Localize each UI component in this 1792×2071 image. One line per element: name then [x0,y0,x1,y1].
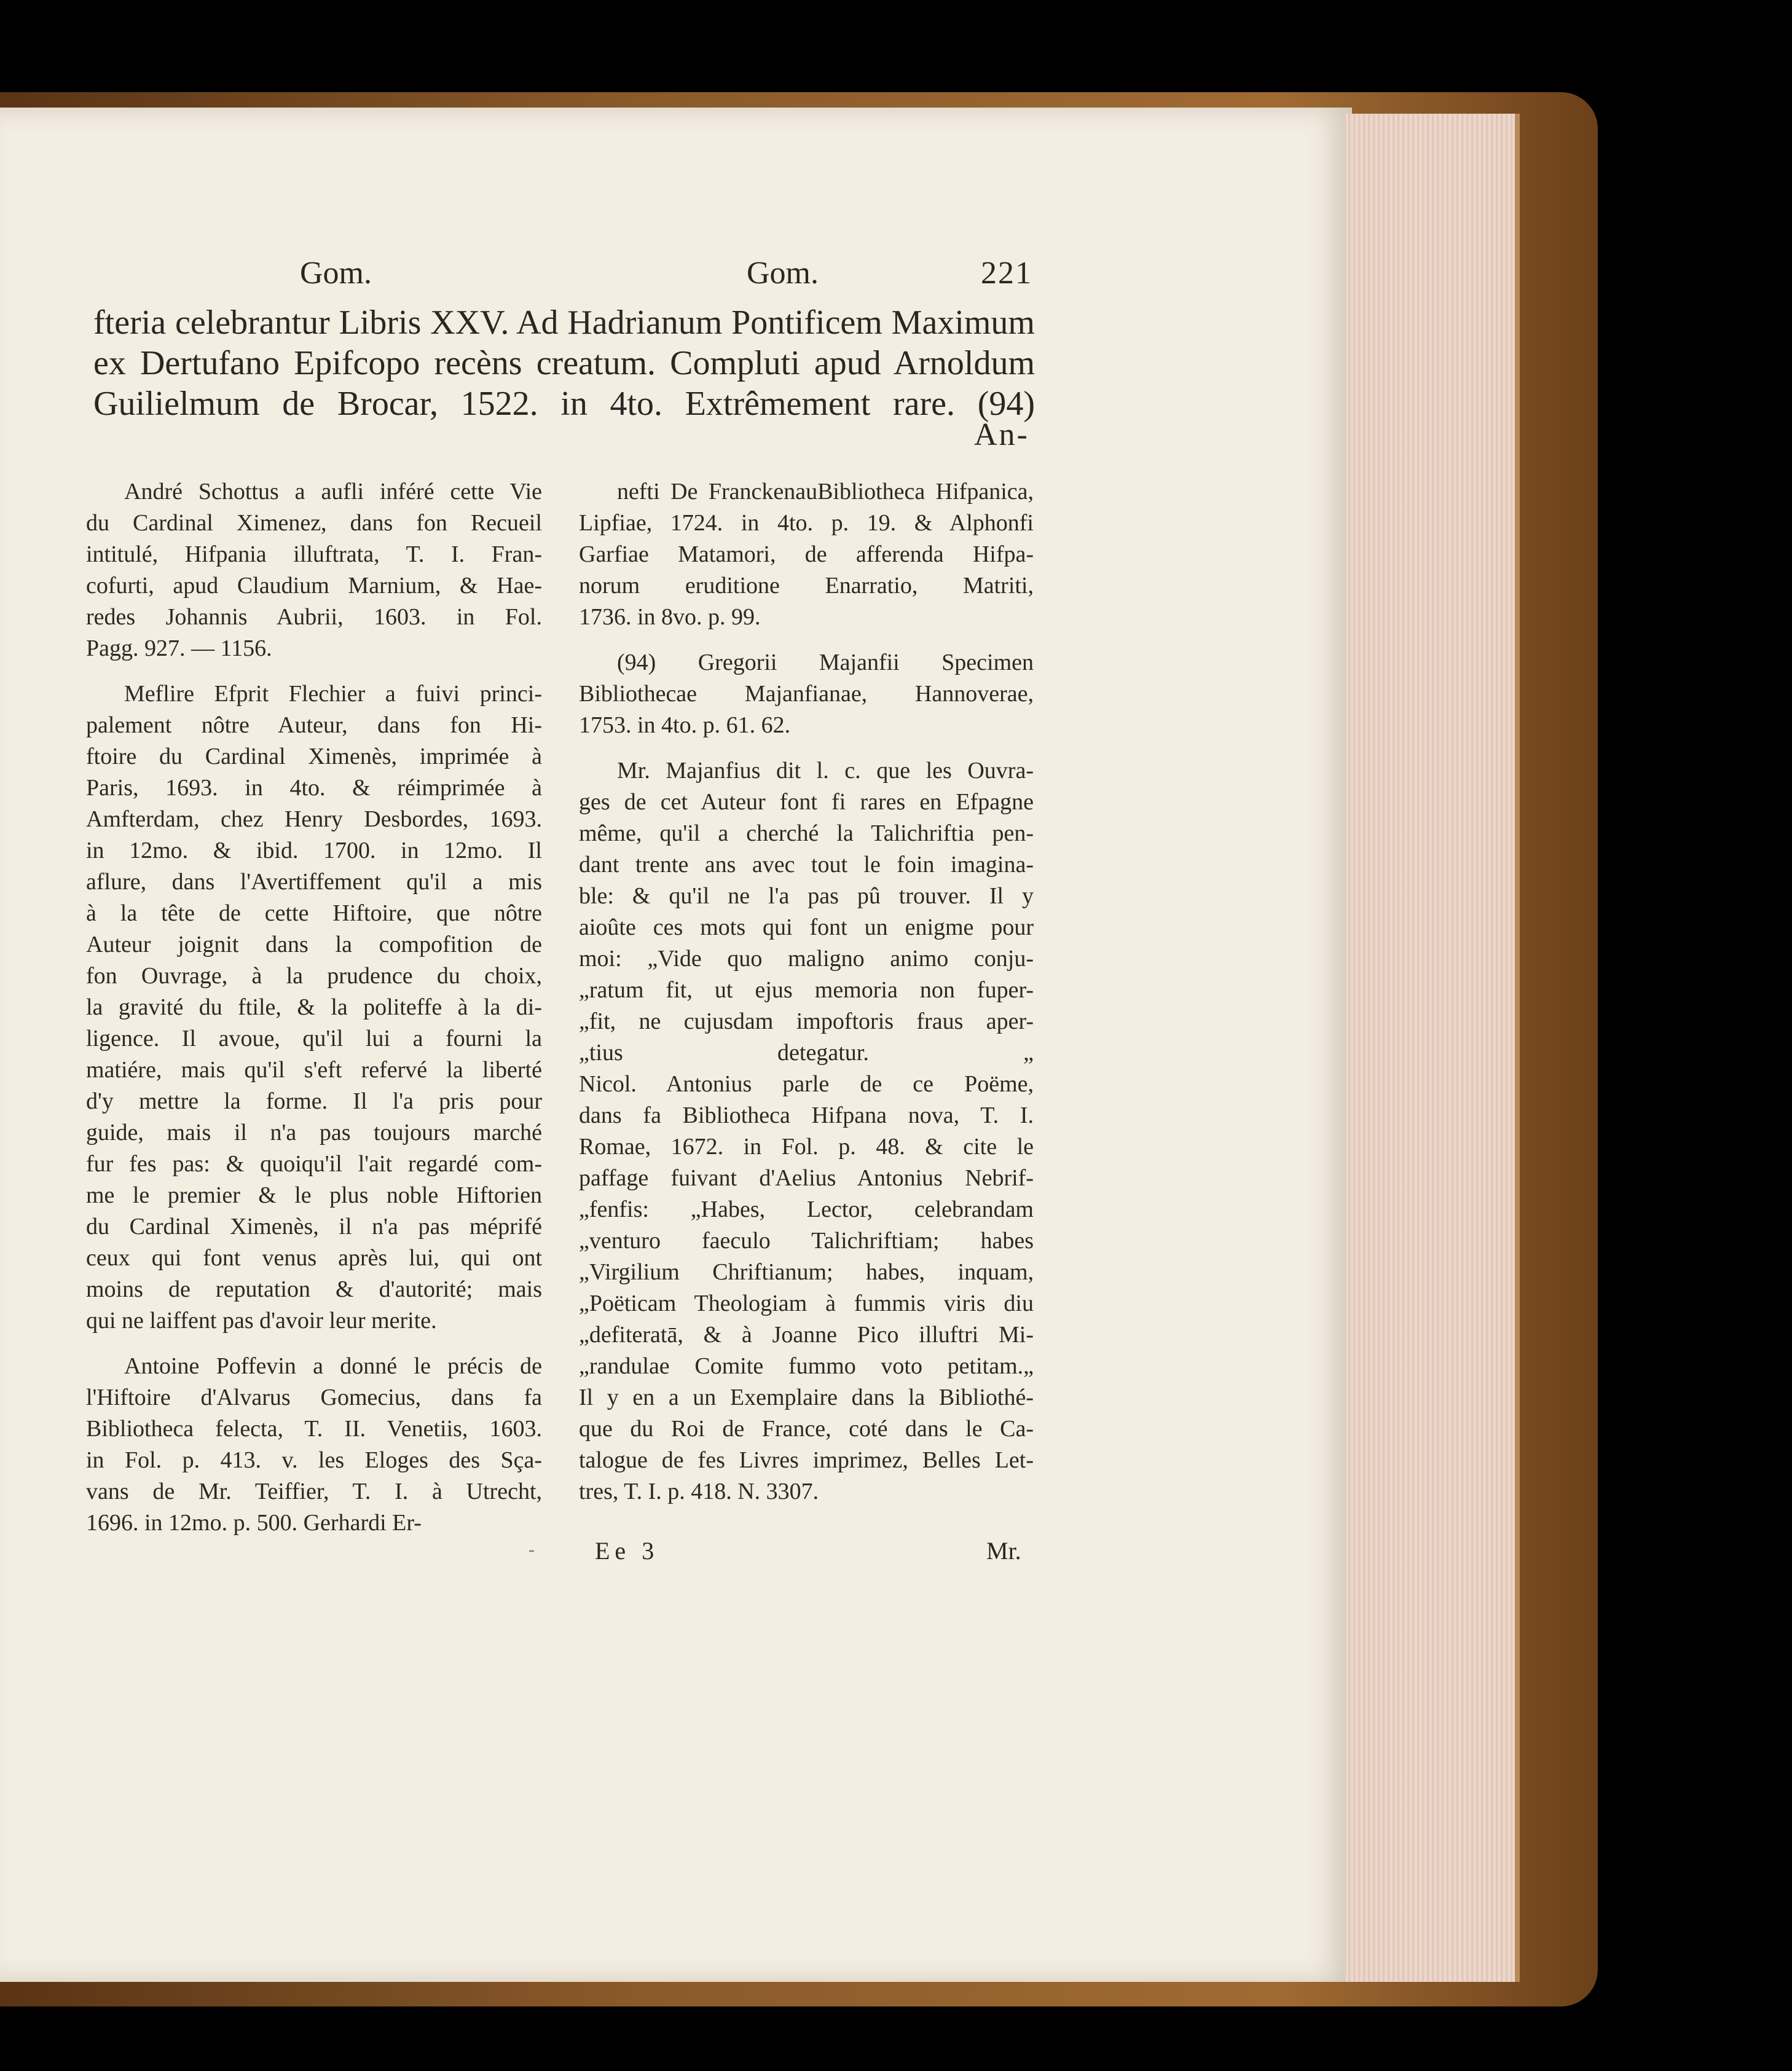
text-line: ceux qui font venus après lui, qui ont [86,1245,542,1271]
text-line: dant trente ans avec tout le foin imagina- [579,852,1034,878]
text-line: Paris, 1693. in 4to. & réimprimée à [86,775,542,801]
text-line: fon Ouvrage, à la prudence du choix, [86,963,542,989]
text-line: moi: „Vide quo maligno animo conju- [579,946,1034,972]
text-line: dans fa Bibliotheca Hifpana nova, T. I. [579,1102,1034,1128]
catchword: Mr. [986,1537,1021,1565]
text-line: fteria celebrantur Libris XXV. Ad Hadrianum Pontificem Maximum [93,304,1035,342]
text-line: norum eruditione Enarratio, Matriti, [579,573,1034,599]
left-column [86,476,542,1539]
text-line: tres, T. I. p. 418. N. 3307. [579,1479,819,1504]
text-line: la gravité du ftile, & la politeffe à la di- [86,994,542,1020]
paragraph [86,476,542,664]
text-line: 1696. in 12mo. p. 500. Gerhardi Er- [86,1510,422,1536]
text-line: l'Hiftoire d'Alvarus Gomecius, dans fa [86,1385,542,1410]
text-line: que du Roi de France, coté dans le Ca- [579,1416,1034,1442]
text-line: aflure, dans l'Avertiffement qu'il a mis [86,869,542,895]
text-line: ligence. Il avoue, qu'il lui a fourni la [86,1026,542,1051]
text-line: fur fes pas: & quoiqu'il l'ait regardé com- [86,1151,542,1177]
text-line: „defiteratā, & à Joanne Pico illuftri Mi- [579,1322,1034,1348]
text-line: ex Dertufano Epifcopo recèns creatum. Compluti apud Arnoldum [93,344,1035,382]
text-line: „Poëticam Theologiam à fummis viris diu [579,1291,1034,1316]
text-line: „tius detegatur. „ [579,1040,1034,1066]
text-line: intitulé, Hifpania illuftrata, T. I. Fran- [86,541,542,567]
text-line: Nicol. Antonius parle de ce Poëme, [579,1071,1034,1097]
margin-mark: - [529,1539,535,1560]
text-line: 1753. in 4to. p. 61. 62. [579,712,791,738]
text-line: même, qu'il a cherché la Talichriftia pen- [579,820,1034,846]
text-line: cofurti, apud Claudium Marnium, & Hae- [86,573,542,599]
text-line: „fenfis: „Habes, Lector, celebrandam [579,1197,1034,1222]
text-line: Pagg. 927. — 1156. [86,635,272,661]
text-line: „fit, ne cujusdam impoftoris fraus aper- [579,1008,1034,1034]
paragraph [86,678,542,1337]
text-line: Bibliotheca felecta, T. II. Venetiis, 1603. [86,1416,542,1442]
paragraph [579,647,1034,741]
text-line: Mr. Majanfius dit l. c. que les Ouvra- [617,758,1034,784]
text-line: qui ne laiffent pas d'avoir leur merite. [86,1308,437,1334]
paragraph [579,755,1034,1507]
text-line: (94) Gregorii Majanfii Specimen [617,650,1034,675]
text-line: paffage fuivant d'Aelius Antonius Nebrif- [579,1165,1034,1191]
text-line: „randulae Comite fummo voto petitam.„ [579,1353,1034,1379]
text-line: 1736. in 8vo. p. 99. [579,604,761,630]
right-column [579,476,1034,1507]
text-line: aioûte ces mots qui font un enigme pour [579,914,1034,940]
paragraph [86,1351,542,1539]
text-line: palement nôtre Auteur, dans fon Hi- [86,712,542,738]
text-line: ges de cet Auteur font fi rares en Efpagne [579,789,1034,815]
full-width-text [93,302,1035,424]
text-line: Garfiae Matamori, de afferenda Hifpa- [579,541,1034,567]
text-line: du Cardinal Ximenès, il n'a pas méprifé [86,1214,542,1240]
running-head-left: Gom. [300,256,372,291]
text-line: Auteur joignit dans la compofition de [86,932,542,957]
running-head-center: Gom. [747,256,819,291]
text-line: Guilielmum de Brocar, 1522. in 4to. Extrêmement rare. (94) [93,385,1035,423]
text-line: Meflire Efprit Flechier a fuivi princi- [124,681,542,707]
text-line: d'y mettre la forme. Il l'a pris pour [86,1088,542,1114]
text-line: Bibliothecae Majanfianae, Hannoverae, [579,681,1034,707]
text-line: me le premier & le plus noble Hiftorien [86,1182,542,1208]
page-number: 221 [981,256,1032,291]
text-line: matiére, mais qu'il s'eft refervé la liberté [86,1057,542,1083]
text-line: Amfterdam, chez Henry Desbordes, 1693. [86,806,542,832]
signature-mark: Ee 3 [595,1537,659,1565]
text-line: André Schottus a aufli inféré cette Vie [124,479,542,505]
text-line: Antoine Poffevin a donné le précis de [124,1353,542,1379]
text-line: „ratum fit, ut ejus memoria non fuper- [579,977,1034,1003]
text-line: guide, mais il n'a pas toujours marché [86,1120,542,1146]
text-line: à la tête de cette Hiftoire, que nôtre [86,900,542,926]
text-line: vans de Mr. Teiffier, T. I. à Utrecht, [86,1479,542,1504]
text-line: Romae, 1672. in Fol. p. 48. & cite le [579,1134,1034,1160]
text-line: „Virgilium Chriftianum; habes, inquam, [579,1259,1034,1285]
text-line: ble: & qu'il ne l'a pas pû trouver. Il y [579,883,1034,909]
catchword: An- [974,417,1029,452]
text-line: in Fol. p. 413. v. les Eloges des Sça- [86,1447,542,1473]
text-line: ftoire du Cardinal Ximenès, imprimée à [86,744,542,769]
text-line: in 12mo. & ibid. 1700. in 12mo. Il [86,838,542,863]
text-line: Il y en a un Exemplaire dans la Bibliothé- [579,1385,1034,1410]
paragraph [579,476,1034,633]
text-line: nefti De FranckenauBibliotheca Hifpanica, [617,479,1034,505]
text-line: „venturo faeculo Talichriftiam; habes [579,1228,1034,1254]
text-line: Lipfiae, 1724. in 4to. p. 19. & Alphonfi [579,510,1034,536]
text-line: redes Johannis Aubrii, 1603. in Fol. [86,604,542,630]
text-line: moins de reputation & d'autorité; mais [86,1276,542,1302]
text-line: du Cardinal Ximenez, dans fon Recueil [86,510,542,536]
page-fore-edge [1346,114,1520,1982]
text-line: talogue de fes Livres imprimez, Belles Let- [579,1447,1034,1473]
